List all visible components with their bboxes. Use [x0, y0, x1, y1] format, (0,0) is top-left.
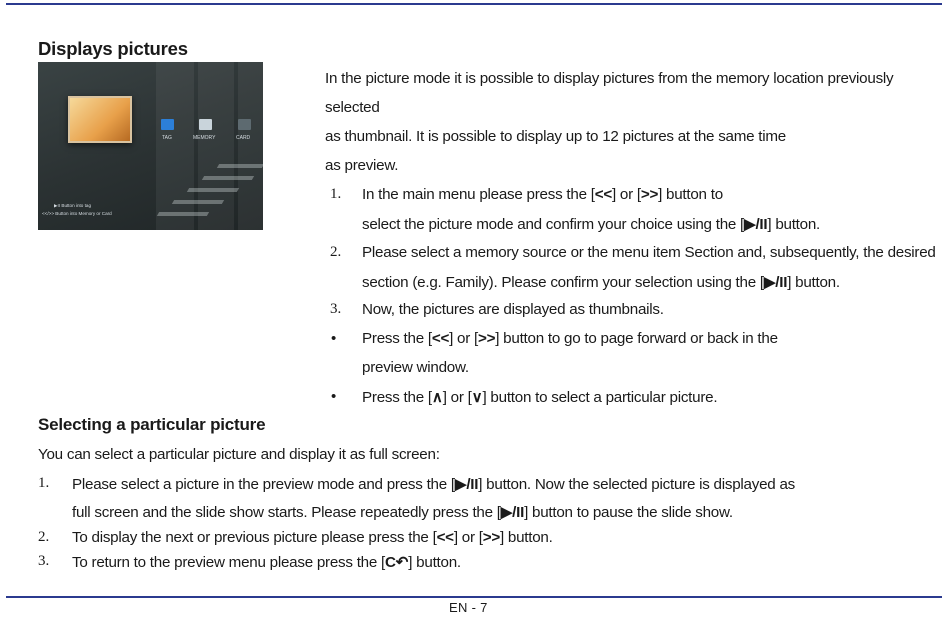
bullet-text: Press the [<<] or [>>] button to go to page forward or back in the	[362, 330, 778, 347]
memory-icon	[199, 119, 212, 130]
step-number: 2.	[38, 529, 50, 545]
picture-frame	[68, 96, 132, 143]
tag-label: TAG	[162, 135, 172, 141]
step-number: 3.	[330, 301, 342, 317]
card-icon	[238, 119, 251, 130]
step-text: select the picture mode and confirm your choice using the [▶/II] button.	[362, 216, 821, 233]
step-text: In the main menu please press the [<<] or [>>] button to	[362, 186, 723, 203]
card-label: CARD	[236, 135, 251, 141]
intro-line: selected	[325, 99, 380, 116]
intro-line: In the picture mode it is possible to display pictures from the memory location previously	[325, 70, 894, 87]
memory-label: MEMORY	[193, 135, 216, 141]
step-text: section (e.g. Family). Please confirm your selection using the [▶/II] button.	[362, 274, 840, 291]
step-number: 1.	[38, 475, 50, 491]
bullet-text: Press the [∧] or [∨] button to select a particular picture.	[362, 389, 718, 406]
top-rule	[6, 3, 942, 5]
step-text: full screen and the slide show starts. Please repeatedly press the [▶/II] button to pause the slide show.	[72, 504, 733, 521]
step-number: 2.	[330, 244, 342, 260]
bullet: •	[331, 330, 337, 347]
hint-memory: Button into Memory or Card	[55, 211, 112, 216]
section-title-displays-pictures: Displays pictures	[38, 38, 188, 59]
step-text: Now, the pictures are displayed as thumbnails.	[362, 301, 664, 318]
section2-intro: You can select a particular picture and display it as full screen:	[38, 446, 440, 463]
step-text: Please select a memory source or the menu item Section and, subsequently, the desired	[362, 244, 936, 261]
intro-line: as preview.	[325, 157, 399, 174]
bullet-text: preview window.	[362, 359, 469, 376]
intro-line: as thumbnail. It is possible to display up to 12 pictures at the same time	[325, 128, 786, 145]
step-number: 1.	[330, 186, 342, 202]
step-text: Please select a picture in the preview mode and press the [▶/II] button. Now the selected picture is displayed as	[72, 476, 795, 493]
bottom-rule	[6, 596, 942, 598]
step-number: 3.	[38, 553, 50, 569]
menu-screenshot-image: TAG MEMORY CARD ▶II Button into tag <</>> Button into Memory or Card	[38, 62, 263, 230]
page-number: EN - 7	[449, 600, 488, 615]
section-title-selecting-picture: Selecting a particular picture	[38, 415, 266, 434]
step-text: To return to the preview menu please press the [C↶] button.	[72, 554, 461, 571]
folder-icon	[161, 119, 174, 130]
bullet: •	[331, 388, 337, 405]
step-text: To display the next or previous picture please press the [<<] or [>>] button.	[72, 529, 553, 546]
hint-tag: Button into tag	[61, 203, 92, 208]
